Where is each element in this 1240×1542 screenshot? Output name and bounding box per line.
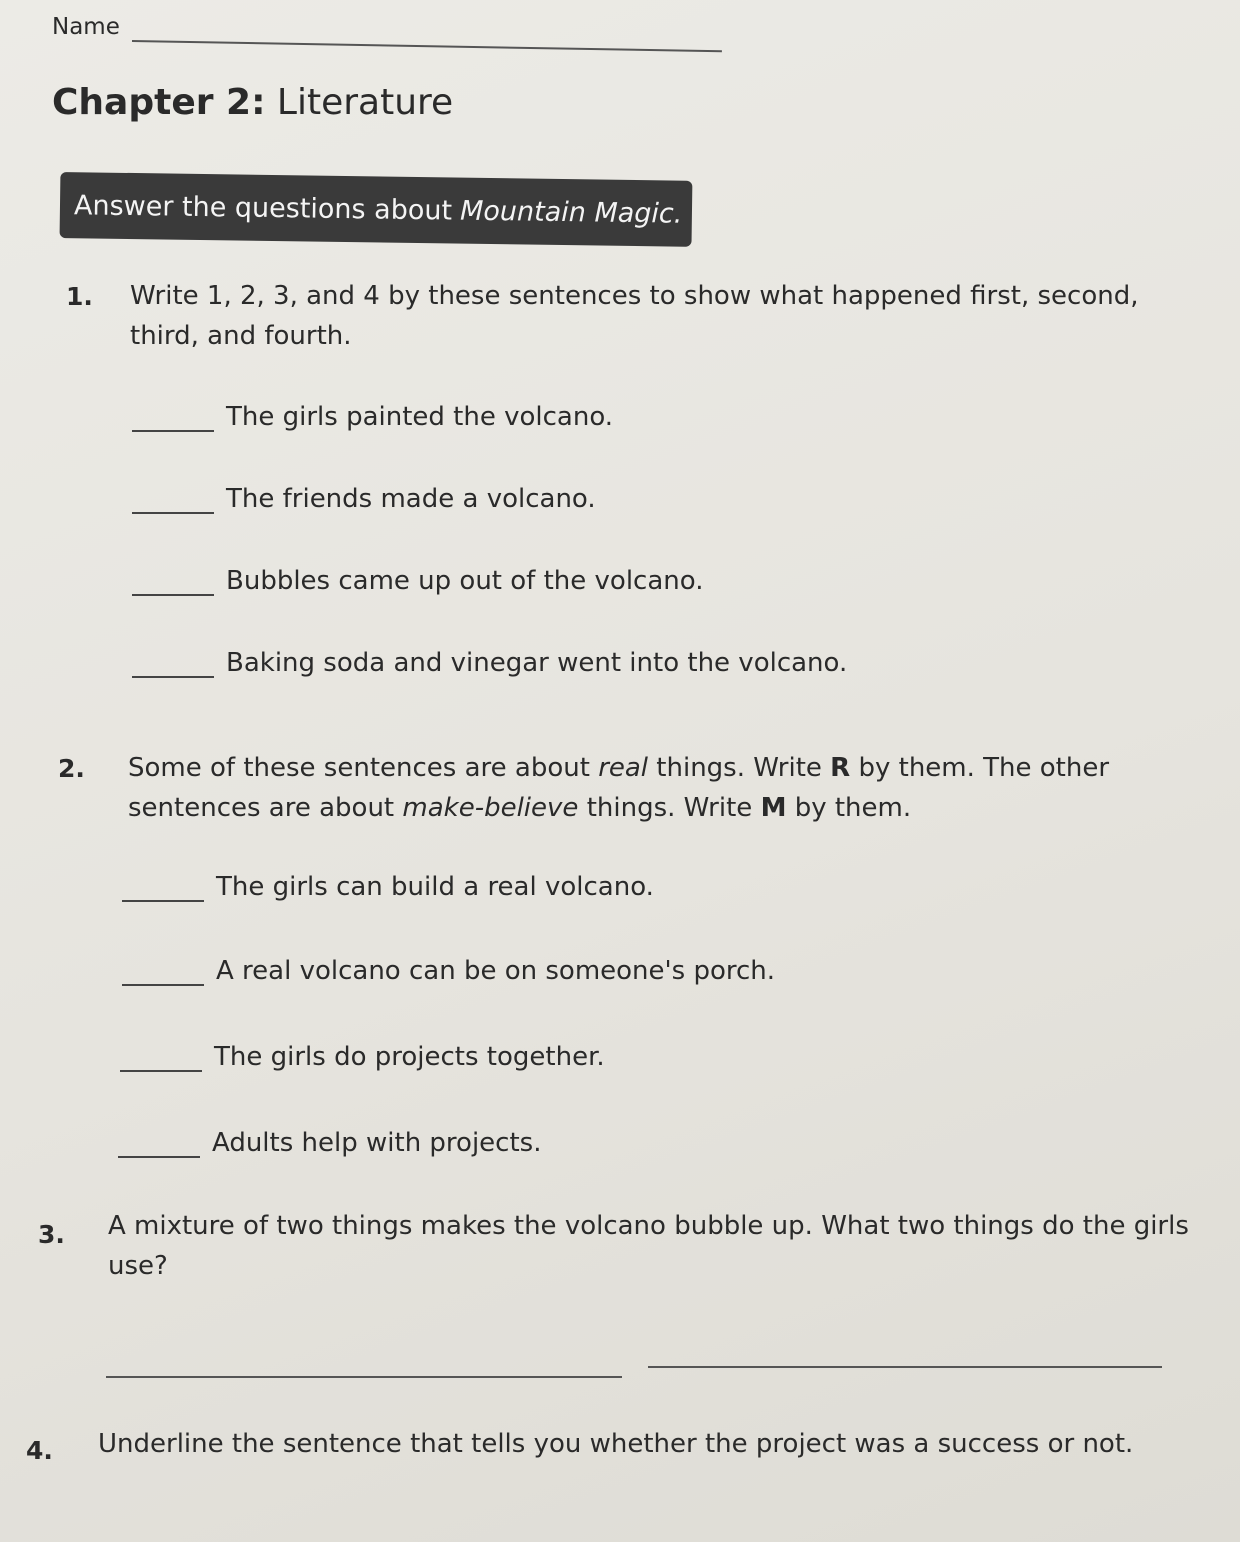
q2-letter-m: M	[760, 793, 787, 823]
answer-blank[interactable]	[120, 1044, 202, 1072]
question-2-text	[128, 748, 1178, 828]
answer-blank[interactable]	[118, 1130, 200, 1158]
q1-item-4	[132, 648, 847, 678]
question-4-number: 4.	[26, 1436, 53, 1465]
q2-item-2	[122, 956, 775, 986]
q1-item-3	[132, 566, 703, 596]
question-3-text: A mixture of two things makes the volcano bubble up. What two things do the girls use?	[108, 1211, 1189, 1281]
question-1-number: 1.	[66, 282, 93, 311]
q2-word-real: real	[598, 753, 649, 783]
answer-blank[interactable]	[122, 958, 204, 986]
answer-blank[interactable]	[132, 568, 214, 596]
q2-item-1	[122, 872, 654, 902]
q1-item-4-text: Baking soda and vinegar went into the volcano.	[226, 648, 848, 678]
chapter-title	[52, 82, 453, 123]
chapter-number: Chapter 2:	[52, 82, 266, 123]
q1-item-2	[132, 484, 596, 514]
q2-item-1-text: The girls can build a real volcano.	[216, 872, 654, 902]
q2-item-2-text: A real volcano can be on someone's porch.	[216, 956, 776, 986]
q2-text-c: by them. The other sentences are about	[128, 753, 1110, 823]
q2-letter-r: R	[830, 753, 851, 783]
q3-answer-line-2[interactable]	[648, 1366, 1162, 1368]
q1-item-2-text: The friends made a volcano.	[226, 484, 596, 514]
answer-blank[interactable]	[132, 650, 214, 678]
chapter-subject: Literature	[276, 82, 454, 123]
q2-item-3-text: The girls do projects together.	[214, 1042, 605, 1072]
q2-text-b: things. Write	[656, 753, 822, 783]
question-1-text: Write 1, 2, 3, and 4 by these sentences to show what happened first, second, third, and fourth.	[130, 281, 1139, 351]
q2-text-a: Some of these sentences are about	[128, 753, 590, 783]
q1-item-3-text: Bubbles came up out of the volcano.	[226, 566, 704, 596]
name-answer-line[interactable]	[132, 40, 722, 52]
answer-blank[interactable]	[132, 404, 214, 432]
q2-text-e: by them.	[794, 793, 912, 823]
question-2-number: 2.	[58, 754, 85, 783]
q2-item-3	[120, 1042, 605, 1072]
banner-text: Answer the questions about	[73, 189, 453, 226]
answer-blank[interactable]	[122, 874, 204, 902]
instructions-banner	[60, 172, 693, 247]
answer-blank[interactable]	[132, 486, 214, 514]
q2-item-4-text: Adults help with projects.	[212, 1128, 542, 1158]
question-3-number: 3.	[38, 1220, 65, 1249]
q3-answer-line-1[interactable]	[106, 1376, 622, 1378]
q2-item-4	[118, 1128, 541, 1158]
q1-item-1	[132, 402, 613, 432]
name-label: Name	[52, 14, 120, 40]
q1-item-1-text: The girls painted the volcano.	[226, 402, 614, 432]
story-title: Mountain Magic.	[459, 195, 683, 230]
q2-text-d: things. Write	[586, 793, 753, 823]
q2-word-make-believe: make-believe	[402, 793, 579, 823]
question-4-text: Underline the sentence that tells you whether the project was a success or not.	[98, 1429, 1134, 1459]
